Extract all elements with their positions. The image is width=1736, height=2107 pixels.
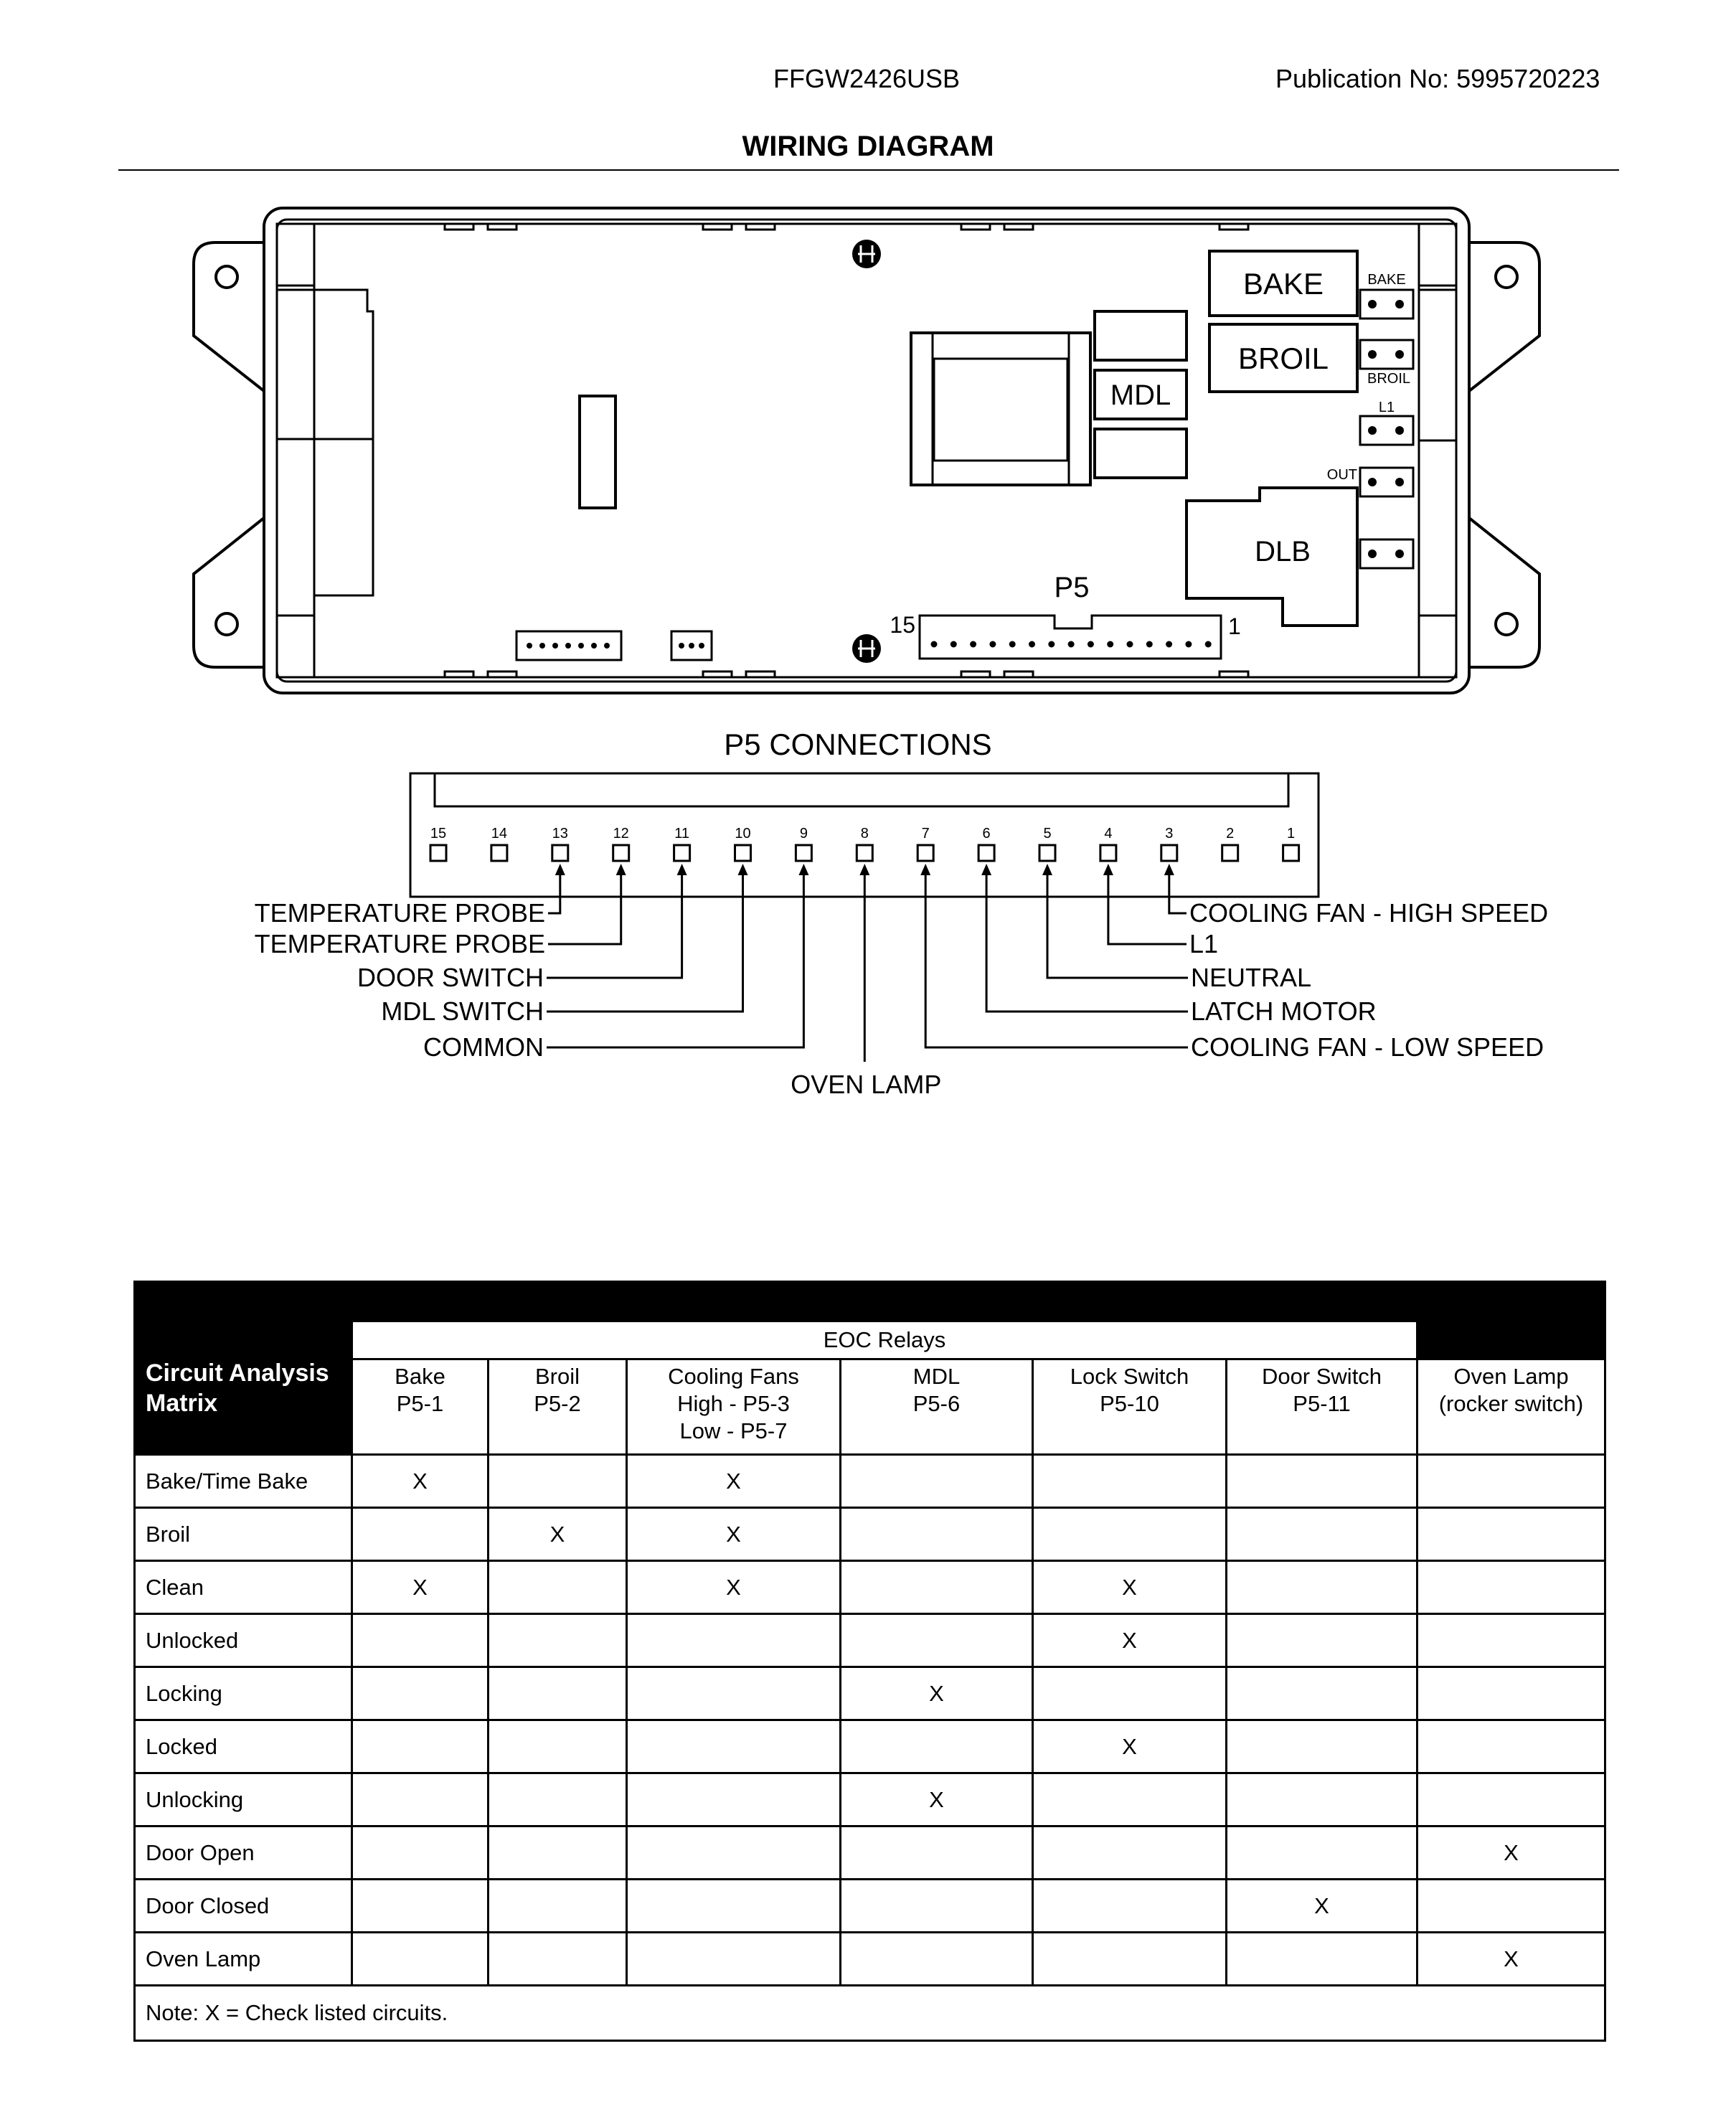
matrix-cell	[1417, 1667, 1605, 1720]
broil-terminal-label: BROIL	[1367, 371, 1411, 387]
matrix-cell	[489, 1773, 627, 1826]
column-header-line: P5-2	[534, 1391, 581, 1416]
p5-pin-number: 12	[613, 826, 629, 842]
matrix-cell	[1227, 1561, 1417, 1614]
matrix-cell	[489, 1880, 627, 1933]
matrix-cell	[841, 1614, 1033, 1667]
p5-pin-number: 1	[1287, 826, 1296, 842]
p5-pin-number: 5	[1043, 826, 1052, 842]
matrix-body	[135, 1455, 1605, 1986]
matrix-column-header	[352, 1359, 489, 1455]
p5-connector-label: P5	[1054, 572, 1090, 603]
matrix-header-filler	[1417, 1321, 1605, 1359]
wire-arrowhead	[738, 864, 748, 875]
wire-leader	[1047, 874, 1188, 978]
matrix-cell	[841, 1508, 1033, 1561]
p5-right-label: L1	[1189, 929, 1219, 958]
matrix-cell: X	[841, 1667, 1033, 1720]
matrix-cell	[1033, 1508, 1227, 1561]
matrix-cell	[489, 1720, 627, 1773]
wire-arrowhead	[859, 864, 869, 875]
matrix-cell	[1417, 1455, 1605, 1508]
column-header-line: Low - P5-7	[679, 1418, 788, 1443]
p5-pin	[857, 845, 872, 861]
out-terminal-label: OUT	[1326, 467, 1357, 483]
publication-number: Publication No: 5995720223	[1275, 64, 1600, 93]
column-header-line: P5-1	[396, 1391, 444, 1416]
table-row	[135, 1880, 1605, 1933]
matrix-cell	[627, 1933, 841, 1986]
matrix-cell	[352, 1773, 489, 1826]
table-row	[135, 1667, 1605, 1720]
matrix-cell	[627, 1614, 841, 1667]
p5-pin-row	[430, 826, 1299, 861]
bake-terminal-label: BAKE	[1367, 272, 1406, 288]
p5-right-pin-label: 1	[1228, 613, 1241, 639]
wire-leader	[1108, 874, 1187, 944]
eoc-relays-header: EOC Relays	[352, 1321, 1417, 1359]
matrix-cell	[1227, 1667, 1417, 1720]
matrix-title	[135, 1321, 352, 1455]
p5-pin	[613, 845, 629, 861]
wire-arrowhead	[1164, 864, 1174, 875]
dlb-relay-label: DLB	[1255, 536, 1311, 567]
p5-pin	[978, 845, 994, 861]
wire-leader	[547, 874, 682, 978]
p5-pin	[430, 845, 446, 861]
row-label: Locking	[135, 1667, 352, 1720]
matrix-cell	[352, 1720, 489, 1773]
p5-left-pin-label: 15	[890, 612, 915, 638]
matrix-top-bar	[135, 1282, 1605, 1321]
wire-arrowhead	[798, 864, 808, 875]
bake-relay-label: BAKE	[1242, 267, 1324, 301]
matrix-cell	[841, 1880, 1033, 1933]
p5-pin	[674, 845, 690, 861]
wire-leader	[986, 874, 1188, 1012]
table-row	[135, 1561, 1605, 1614]
wire-arrowhead	[1042, 864, 1052, 875]
matrix-cell	[1417, 1561, 1605, 1614]
matrix-column-header	[627, 1359, 841, 1455]
matrix-cell: X	[489, 1508, 627, 1561]
p5-left-label: TEMPERATURE PROBE	[254, 929, 545, 958]
p5-left-label: TEMPERATURE PROBE	[254, 898, 545, 928]
matrix-cell: X	[627, 1508, 841, 1561]
column-header-line: P5-10	[1100, 1391, 1159, 1416]
p5-wire-leaders	[255, 864, 1548, 1099]
column-header-line: Door Switch	[1261, 1364, 1382, 1389]
matrix-column-header	[1033, 1359, 1227, 1455]
matrix-title-line: Circuit Analysis	[146, 1359, 329, 1387]
matrix-column-header	[1227, 1359, 1417, 1455]
p5-pin-number: 7	[921, 826, 930, 842]
matrix-cell	[1033, 1773, 1227, 1826]
row-label: Bake/Time Bake	[135, 1455, 352, 1508]
matrix-cell	[352, 1826, 489, 1880]
p5-right-label: LATCH MOTOR	[1191, 996, 1377, 1026]
matrix-cell	[841, 1720, 1033, 1773]
row-label: Unlocked	[135, 1614, 352, 1667]
matrix-cell	[627, 1667, 841, 1720]
matrix-cell: X	[1417, 1933, 1605, 1986]
p5-pin	[735, 845, 751, 861]
p5-right-label: COOLING FAN - LOW SPEED	[1191, 1032, 1544, 1062]
column-header-line: MDL	[912, 1364, 961, 1389]
p5-pin-number: 10	[735, 826, 751, 842]
wire-arrowhead	[1103, 864, 1113, 875]
matrix-cell	[1227, 1773, 1417, 1826]
matrix-cell: X	[352, 1561, 489, 1614]
p5-bottom-label: OVEN LAMP	[791, 1070, 942, 1099]
matrix-cell	[1417, 1720, 1605, 1773]
table-row	[135, 1720, 1605, 1773]
column-header-line: Cooling Fans	[668, 1364, 799, 1389]
matrix-cell: X	[841, 1773, 1033, 1826]
p5-pin-number: 2	[1226, 826, 1235, 842]
matrix-column-header	[841, 1359, 1033, 1455]
table-row	[135, 1455, 1605, 1508]
matrix-cell	[352, 1614, 489, 1667]
matrix-cell	[352, 1508, 489, 1561]
p5-pin-number: 14	[491, 826, 508, 842]
matrix-cell: X	[627, 1455, 841, 1508]
wire-leader	[1169, 874, 1187, 913]
mdl-relay-label: MDL	[1110, 380, 1171, 411]
p5-left-label: MDL SWITCH	[381, 996, 544, 1026]
wire-arrowhead	[981, 864, 991, 875]
table-row	[135, 1508, 1605, 1561]
wire-leader	[547, 874, 743, 1012]
matrix-cell	[1417, 1508, 1605, 1561]
p5-left-label: DOOR SWITCH	[357, 963, 544, 992]
p5-pin	[1100, 845, 1116, 861]
matrix-cell: X	[1033, 1561, 1227, 1614]
matrix-cell: X	[1033, 1614, 1227, 1667]
matrix-cell	[352, 1880, 489, 1933]
matrix-cell	[1033, 1826, 1227, 1880]
row-label: Door Closed	[135, 1880, 352, 1933]
matrix-cell	[1227, 1826, 1417, 1880]
l1-terminal-label: L1	[1378, 400, 1395, 415]
p5-pin	[1222, 845, 1238, 861]
column-header-line: High - P5-3	[677, 1391, 790, 1416]
matrix-cell	[1227, 1933, 1417, 1986]
matrix-cell	[1033, 1880, 1227, 1933]
p5-pin-number: 8	[860, 826, 869, 842]
p5-right-label: COOLING FAN - HIGH SPEED	[1189, 898, 1549, 928]
matrix-cell	[489, 1933, 627, 1986]
matrix-cell	[489, 1561, 627, 1614]
wire-arrowhead	[555, 864, 565, 875]
model-number: FFGW2426USB	[773, 64, 961, 93]
row-label: Locked	[135, 1720, 352, 1773]
table-row	[135, 1826, 1605, 1880]
p5-pin	[917, 845, 933, 861]
p5-pin-number: 3	[1165, 826, 1174, 842]
row-label: Broil	[135, 1508, 352, 1561]
wire-arrowhead	[616, 864, 626, 875]
row-label: Unlocking	[135, 1773, 352, 1826]
matrix-cell: X	[1227, 1880, 1417, 1933]
p5-pin	[1039, 845, 1055, 861]
table-row	[135, 1614, 1605, 1667]
matrix-cell	[1033, 1933, 1227, 1986]
p5-pin-number: 13	[552, 826, 568, 842]
p5-pin	[796, 845, 811, 861]
wire-leader	[548, 874, 560, 913]
p5-pin	[1161, 845, 1177, 861]
matrix-cell	[1227, 1508, 1417, 1561]
matrix-title-line: Matrix	[146, 1389, 218, 1417]
column-header-line: P5-11	[1293, 1391, 1351, 1416]
matrix-cell	[627, 1773, 841, 1826]
wire-leader	[547, 874, 803, 1047]
broil-relay-label: BROIL	[1237, 341, 1329, 375]
wire-arrowhead	[920, 864, 930, 875]
p5-pin	[491, 845, 507, 861]
row-label: Clean	[135, 1561, 352, 1614]
matrix-cell	[1227, 1455, 1417, 1508]
p5-pin	[1283, 845, 1299, 861]
matrix-cell	[1033, 1667, 1227, 1720]
matrix-cell	[489, 1667, 627, 1720]
matrix-cell	[841, 1561, 1033, 1614]
matrix-cell: X	[1033, 1720, 1227, 1773]
matrix-column-headers	[135, 1359, 1605, 1455]
matrix-cell	[1227, 1720, 1417, 1773]
matrix-column-header	[1417, 1359, 1605, 1455]
matrix-cell: X	[1417, 1826, 1605, 1880]
column-header-line: (rocker switch)	[1438, 1391, 1584, 1416]
matrix-cell: X	[627, 1561, 841, 1614]
matrix-note: Note: X = Check listed circuits.	[135, 1986, 1605, 2041]
matrix-cell	[841, 1455, 1033, 1508]
column-header-line: P5-6	[912, 1391, 961, 1416]
wire-arrowhead	[677, 864, 687, 875]
circuit-analysis-matrix	[133, 1281, 1606, 2042]
matrix-cell	[1417, 1880, 1605, 1933]
matrix-cell	[627, 1720, 841, 1773]
p5-pin-number: 11	[674, 826, 689, 842]
matrix-cell	[841, 1933, 1033, 1986]
p5-pin-number: 4	[1104, 826, 1113, 842]
table-row	[135, 1773, 1605, 1826]
row-label: Door Open	[135, 1826, 352, 1880]
matrix-cell	[627, 1880, 841, 1933]
column-header-line: Bake	[395, 1364, 445, 1389]
matrix-cell	[1033, 1455, 1227, 1508]
matrix-cell	[1227, 1614, 1417, 1667]
p5-right-label: NEUTRAL	[1191, 963, 1312, 992]
matrix-cell	[841, 1826, 1033, 1880]
p5-pin-number: 15	[430, 826, 447, 842]
column-header-line: Broil	[534, 1364, 580, 1389]
wire-leader	[925, 874, 1188, 1047]
p5-pin	[552, 845, 568, 861]
page-title: WIRING DIAGRAM	[742, 131, 994, 162]
p5-pin-number: 9	[799, 826, 808, 842]
matrix-column-header	[489, 1359, 627, 1455]
matrix-cell	[352, 1667, 489, 1720]
matrix-cell	[352, 1933, 489, 1986]
matrix-cell	[1417, 1773, 1605, 1826]
matrix-cell	[489, 1455, 627, 1508]
column-header-line: Oven Lamp	[1453, 1364, 1569, 1389]
column-header-line: Lock Switch	[1070, 1364, 1189, 1389]
p5-connections-title: P5 CONNECTIONS	[724, 727, 992, 761]
matrix-cell	[489, 1826, 627, 1880]
row-label: Oven Lamp	[135, 1933, 352, 1986]
matrix-cell	[627, 1826, 841, 1880]
table-row	[135, 1933, 1605, 1986]
matrix-cell	[1417, 1614, 1605, 1667]
wire-leader	[548, 874, 621, 944]
p5-pin-number: 6	[982, 826, 991, 842]
matrix-cell: X	[352, 1455, 489, 1508]
p5-left-label: COMMON	[423, 1032, 544, 1062]
matrix-cell	[489, 1614, 627, 1667]
